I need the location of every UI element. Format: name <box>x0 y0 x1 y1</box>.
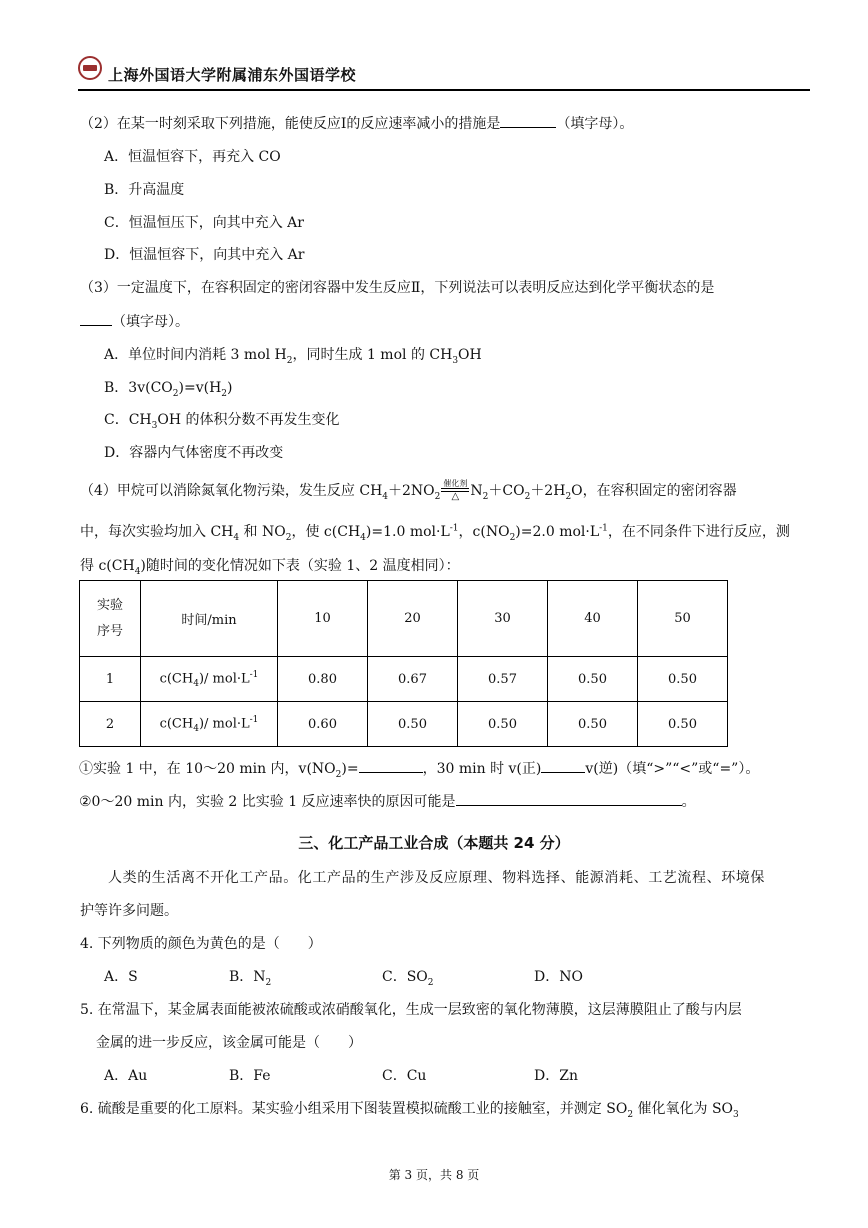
school-name: 上海外国语大学附属浦东外国语学校 <box>108 66 357 84</box>
table-cell: 0.80 <box>278 657 368 702</box>
q-5-option-d: D．Zn <box>534 1068 578 1084</box>
q3-option-d: D．容器内气体密度不再改变 <box>104 445 284 461</box>
q2-option-b: B．升高温度 <box>104 182 185 198</box>
q2-option-c: C．恒温恒压下，向其中充入 Ar <box>104 215 304 231</box>
q2-option-a: A．恒温恒容下，再充入 CO <box>104 149 281 165</box>
answer-blank[interactable] <box>359 758 423 773</box>
q-5-stem-2: 金属的进一步反应，该金属可能是（ ） <box>96 1035 362 1051</box>
header-cell-t20: 20 <box>368 581 458 657</box>
answer-blank[interactable] <box>500 113 556 128</box>
header-cell-t50: 50 <box>638 581 728 657</box>
table-cell: 0.50 <box>368 702 458 747</box>
q-4-option-a: A．S <box>104 969 138 985</box>
table-cell: 0.50 <box>638 702 728 747</box>
header-cell-t30: 30 <box>458 581 548 657</box>
row-id: 1 <box>80 657 141 702</box>
q3-stem: （3）一定温度下，在容积固定的密闭容器中发生反应Ⅱ，下列说法可以表明反应达到化学平衡状态的是 <box>80 280 715 296</box>
q-4-option-d: D．NO <box>534 969 583 985</box>
q-4-option-c: C．$SO_2$ <box>382 969 434 988</box>
header-cell-t40: 40 <box>548 581 638 657</box>
table-cell: 0.60 <box>278 702 368 747</box>
q3-option-a: A．单位时间内消耗 3 mol $H_2$，同时生成 1 mol 的 $CH_3OH$ <box>104 347 482 366</box>
header-cell-experiment: 实验 序号 <box>80 581 141 657</box>
q4-sub-2: ②0～20 min 内，实验 2 比实验 1 反应速率快的原因可能是 。 <box>79 791 696 811</box>
section-intro-2: 护等许多问题。 <box>80 903 178 919</box>
row-id: 2 <box>80 702 141 747</box>
header-rule <box>78 89 810 91</box>
row-label: $c(CH_4)/$ $mol\cdot L^{-1}$ <box>141 702 278 747</box>
q4-line-3: 得 $c(CH_4)$随时间的变化情况如下表（实验 1、2 温度相同）： <box>80 558 460 577</box>
section-title: 三、化工产品工业合成（本题共 24 分） <box>298 834 570 852</box>
q-5-stem-1: 5. 在常温下，某金属表面能被浓硫酸或浓硝酸氧化，生成一层致密的氧化物薄膜，这层薄膜阻止了酸与内层 <box>80 1002 742 1018</box>
q-5-option-b: B．Fe <box>229 1068 271 1084</box>
q-5-option-a: A．Au <box>104 1068 148 1084</box>
table-cell: 0.50 <box>548 657 638 702</box>
table-cell: 0.67 <box>368 657 458 702</box>
q2-stem: （2）在某一时刻采取下列措施，能使反应Ⅰ的反应速率减小的措施是 （填字母）。 <box>80 113 633 133</box>
answer-blank[interactable] <box>80 311 112 326</box>
table-row <box>80 702 728 747</box>
q-4-stem: 4. 下列物质的颜色为黄色的是（ ） <box>80 936 322 952</box>
q3-stem-tail: （填字母）。 <box>80 311 189 331</box>
table-row <box>80 657 728 702</box>
page-number: 第 3 页，共 8 页 <box>388 1168 480 1182</box>
row-label: $c(CH_4)/$ $mol\cdot L^{-1}$ <box>141 657 278 702</box>
table-cell: 0.50 <box>548 702 638 747</box>
q3-option-c: C．$CH_3OH$ 的体积分数不再发生变化 <box>104 412 340 431</box>
q-5-option-c: C．Cu <box>382 1068 427 1084</box>
experiment-table <box>79 580 728 747</box>
table-cell: 0.57 <box>458 657 548 702</box>
section-intro-1: 人类的生活离不开化工产品。化工产品的生产涉及反应原理、物料选择、能源消耗、工艺流程、环境保 <box>108 870 765 886</box>
header-cell-t10: 10 <box>278 581 368 657</box>
table-cell: 0.50 <box>458 702 548 747</box>
answer-blank[interactable] <box>541 758 585 773</box>
header-cell-time: 时间/min <box>141 581 278 657</box>
q4-sub-1: ①实验 1 中，在 10～20 min 内，$v(NO_2)=$ ，30 min 时 v(正) v(逆)（填“>”“<”或“=”）。 <box>79 758 759 780</box>
q2-option-d: D．恒温恒容下，向其中充入 Ar <box>104 247 305 263</box>
q4-line-2: 中，每次实验均加入 $CH_4$ 和 $NO_2$，使 $c(CH_4)=1.0$ $mol\cdot L^{-1}$，$c(NO_2)=2.0$ $mol\cdot L^{-1}$，在不同条件下进行反应，测 <box>80 523 790 543</box>
school-logo <box>78 56 102 80</box>
q-4-option-b: B．$N_2$ <box>229 969 272 988</box>
catalyst-arrow: 催化剂 △ <box>443 479 468 502</box>
table-header-row <box>80 581 728 657</box>
page-header <box>78 54 808 90</box>
answer-blank[interactable] <box>456 791 682 806</box>
q4-line-1: （4）甲烷可以消除氮氧化物污染，发生反应 $CH_4+2NO_2$ 催化剂 △ $N_2+CO_2+2H_2O$，在容积固定的密闭容器 <box>80 479 737 502</box>
q3-option-b: B．$3v(CO_2)=v(H_2)$ <box>104 380 233 399</box>
q-6-stem: 6. 硫酸是重要的化工原料。某实验小组采用下图装置模拟硫酸工业的接触室，并测定 $SO_2$ 催化氧化为 $SO_3$ <box>80 1101 739 1120</box>
table-cell: 0.50 <box>638 657 728 702</box>
